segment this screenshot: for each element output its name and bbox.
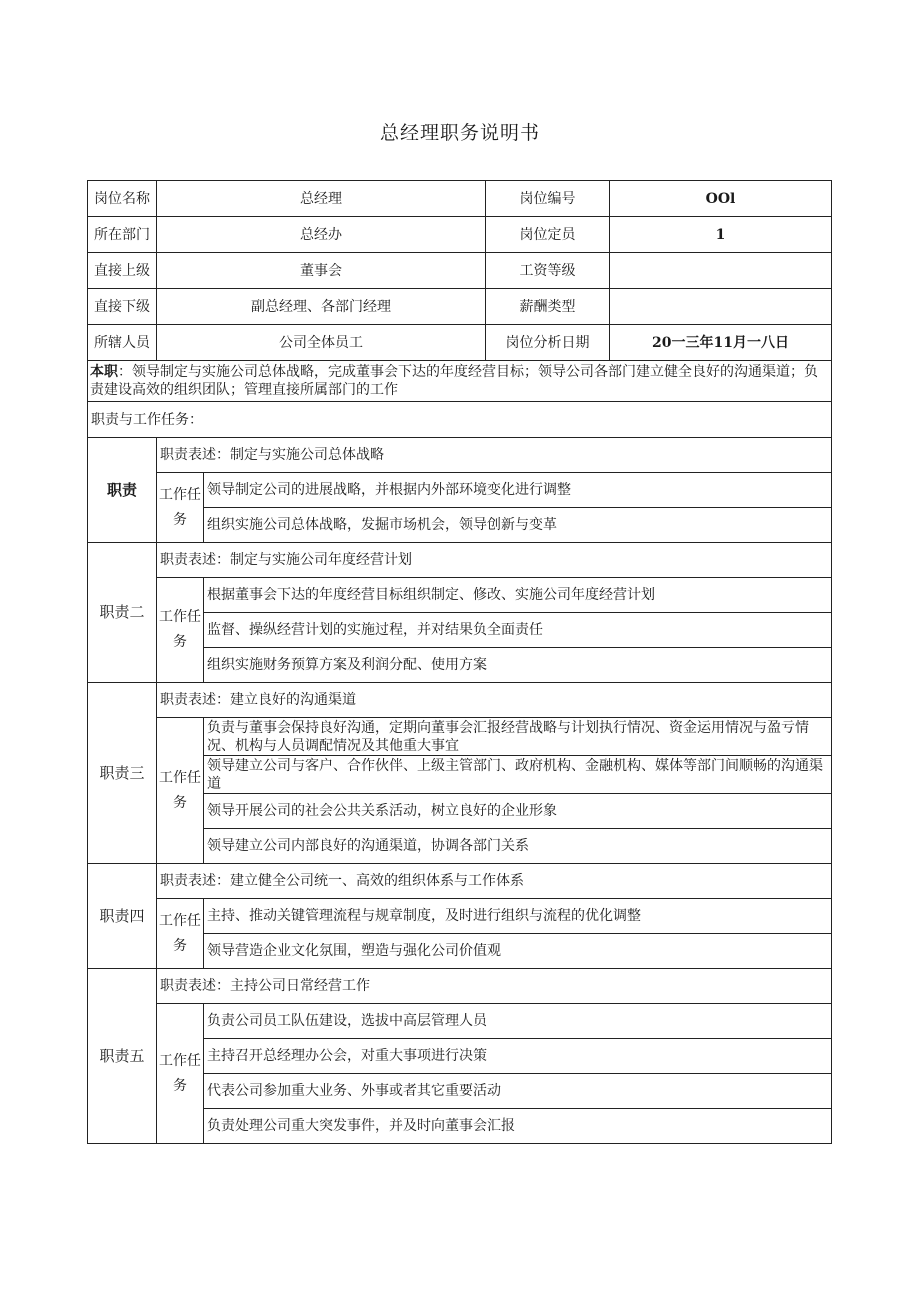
task-label: 工作任务 [157,578,204,683]
section-title-row [88,402,832,438]
field-value: 副总经理、各部门经理 [157,289,486,325]
field-label: 直接上级 [88,253,157,289]
header-row [88,217,832,253]
field-value: 1 [610,217,832,253]
task-item: 代表公司参加重大业务、外事或者其它重要活动 [204,1074,832,1109]
task-row [88,473,832,508]
field-value: 总经理 [157,181,486,217]
summary-text: ：领导制定与实施公司总体战略，完成董事会下达的年度经营目标；领导公司各部门建立健全良好的沟通渠道；负责建设高效的组织团队；管理直接所属部门的工作 [90,364,818,398]
header-row [88,181,832,217]
field-label: 岗位分析日期 [486,325,610,361]
duty-statement: 职责表述：制定与实施公司年度经营计划 [157,543,832,578]
task-row [88,578,832,613]
duty-statement-row [88,683,832,718]
document-title: 总经理职务说明书 [379,122,540,144]
duty-statement: 职责表述：主持公司日常经营工作 [157,969,832,1004]
field-value: 20一三年11月一八日 [610,325,832,361]
field-value: 董事会 [157,253,486,289]
task-item: 领导建立公司内部良好的沟通渠道，协调各部门关系 [204,829,832,864]
header-row [88,289,832,325]
job-description-table [87,180,832,1144]
duty-statement-row [88,438,832,473]
header-row [88,325,832,361]
duty-label: 职责 [88,438,157,543]
task-item: 领导营造企业文化氛围，塑造与强化公司价值观 [204,934,832,969]
field-value: OOl [610,181,832,217]
duty-statement: 职责表述：建立良好的沟通渠道 [157,683,832,718]
task-row [88,1004,832,1039]
summary-cell [88,361,832,402]
task-item: 根据董事会下达的年度经营目标组织制定、修改、实施公司年度经营计划 [204,578,832,613]
summary-label: 本职 [90,364,118,380]
duty-label: 职责三 [88,683,157,864]
duty-label: 职责五 [88,969,157,1144]
duty-label: 职责二 [88,543,157,683]
field-label: 岗位编号 [486,181,610,217]
task-item: 领导制定公司的进展战略，并根据内外部环境变化进行调整 [204,473,832,508]
field-value [610,289,832,325]
header-row [88,253,832,289]
task-label: 工作任务 [157,1004,204,1144]
field-label: 工资等级 [486,253,610,289]
duty-statement-row [88,864,832,899]
field-value: 公司全体员工 [157,325,486,361]
field-label: 薪酬类型 [486,289,610,325]
task-item: 主持召开总经理办公会，对重大事项进行决策 [204,1039,832,1074]
field-label: 岗位定员 [486,217,610,253]
task-item: 领导建立公司与客户、合作伙伴、上级主管部门、政府机构、金融机构、媒体等部门间顺畅的沟通渠道 [204,756,832,794]
section-title: 职责与工作任务： [88,402,832,438]
field-label: 直接下级 [88,289,157,325]
field-label: 岗位名称 [88,181,157,217]
task-row [88,899,832,934]
task-item: 领导开展公司的社会公共关系活动，树立良好的企业形象 [204,794,832,829]
duty-statement: 职责表述：建立健全公司统一、高效的组织体系与工作体系 [157,864,832,899]
task-item: 组织实施公司总体战略，发掘市场机会，领导创新与变革 [204,508,832,543]
task-item: 监督、操纵经营计划的实施过程，并对结果负全面责任 [204,613,832,648]
duty-label: 职责四 [88,864,157,969]
task-item: 主持、推动关键管理流程与规章制度，及时进行组织与流程的优化调整 [204,899,832,934]
duty-statement: 职责表述：制定与实施公司总体战略 [157,438,832,473]
task-label: 工作任务 [157,899,204,969]
task-label: 工作任务 [157,473,204,543]
task-item: 负责公司员工队伍建设，选拔中高层管理人员 [204,1004,832,1039]
field-value: 总经办 [157,217,486,253]
duty-statement-row [88,543,832,578]
summary-row [88,361,832,402]
duty-statement-row [88,969,832,1004]
task-item: 负责处理公司重大突发事件，并及时向董事会汇报 [204,1109,832,1144]
task-row [88,718,832,756]
task-item: 组织实施财务预算方案及利润分配、使用方案 [204,648,832,683]
field-value [610,253,832,289]
field-label: 所辖人员 [88,325,157,361]
field-label: 所在部门 [88,217,157,253]
task-item: 负责与董事会保持良好沟通，定期向董事会汇报经营战略与计划执行情况、资金运用情况与盈亏情况、机构与人员调配情况及其他重大事宜 [204,718,832,756]
task-label: 工作任务 [157,718,204,864]
